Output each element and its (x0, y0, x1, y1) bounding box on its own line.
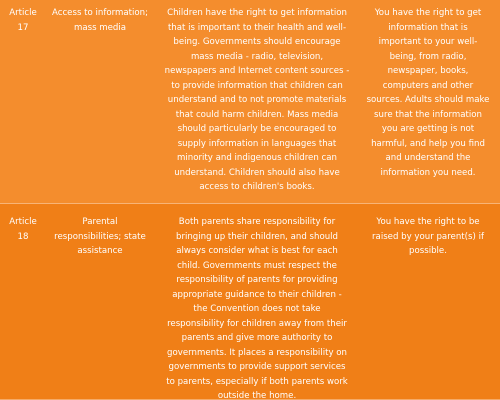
article-full-text: Both parents share responsibility for bringing up their children, and should always consider what is best for each child. Governments must respect the responsibility of parents for providing appropriate guidance to their children - the Convention does not take responsibility for children away from their parents and give more authority to governments. It places a responsibility on governments to provide support services to parents, especially if both parents work outside the home. (166, 217, 348, 399)
article-full-text: Children have the right to get information that is important to their health and well-being. Governments should encourage mass media - radio, television, newspapers and Internet content sources - to provide information that children can understand and to not promote materials that could harm children. Mass media should particularly be encouraged to supply information in languages that minority and indigenous children can understand. Children should also have access to children's books. (164, 8, 350, 192)
article-title: Parental responsibilities; state assistance (54, 217, 146, 256)
article-cell (0, 204, 46, 399)
article-label: Article (9, 8, 37, 18)
article-number: 18 (17, 231, 29, 242)
article-number: 17 (17, 22, 29, 33)
article-title: Access to information; mass media (52, 8, 149, 33)
article-summary: You have the right to get information that is important to your well-being, from radio, newspaper, books, computers and other sources. Adults should make sure that the information you are getting is not harmful, and help you find and understand the information you need. (366, 8, 490, 178)
article-summary: You have the right to be raised by your parent(s) if possible. (372, 217, 484, 256)
table-row-article-18 (0, 204, 500, 400)
article-label: Article (9, 217, 37, 227)
article-cell (0, 0, 46, 203)
